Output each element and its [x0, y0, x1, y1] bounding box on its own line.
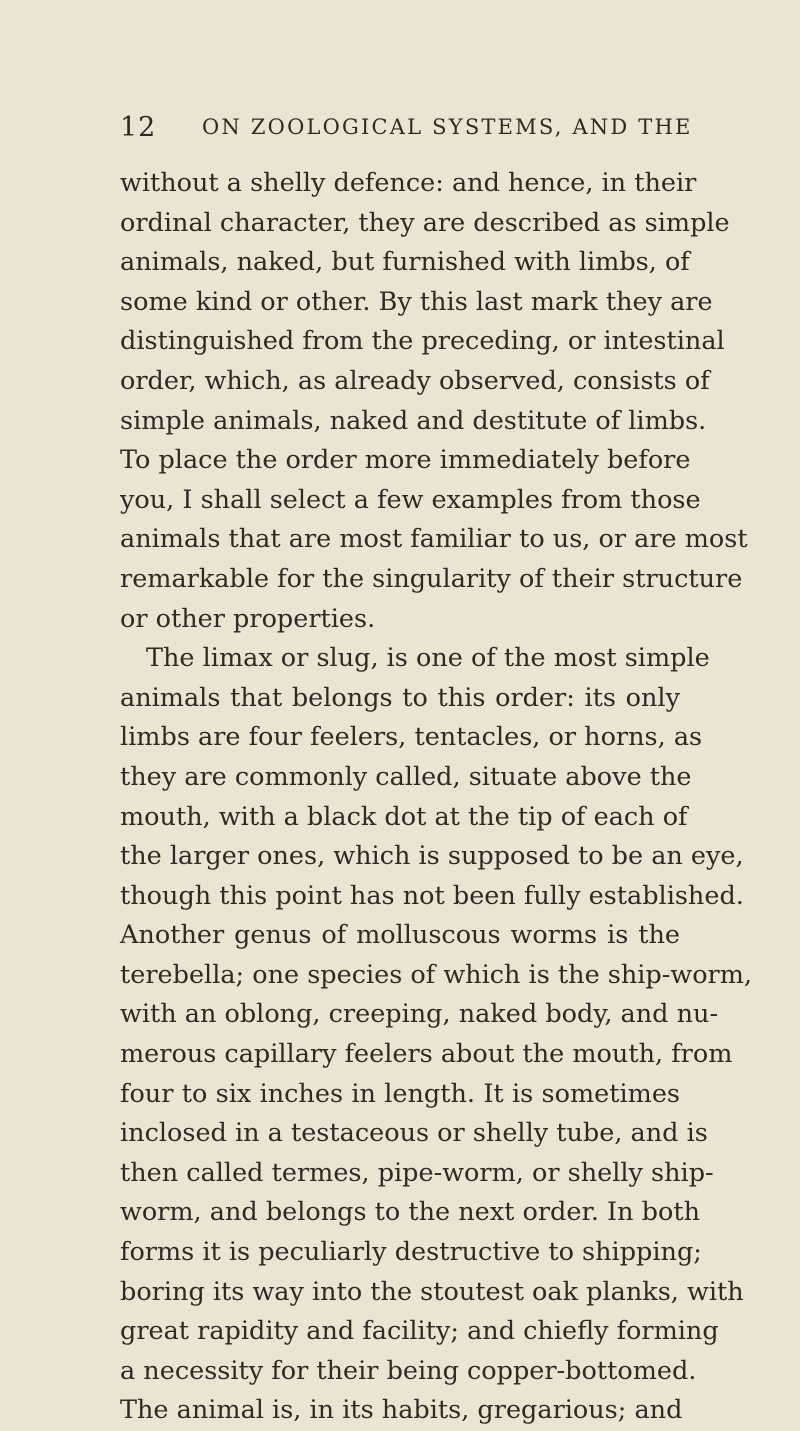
text-line: four to six inches in length. It is sometimes	[120, 1078, 680, 1109]
text-line: they are commonly called, situate above the	[120, 761, 692, 792]
text-line: Another genus of molluscous worms is the	[120, 920, 680, 951]
text-line: animals that are most familiar to us, or are most	[120, 524, 748, 555]
running-head-title: ON ZOOLOGICAL SYSTEMS, AND THE	[202, 115, 693, 139]
text-line: boring its way into the stoutest oak planks, with	[120, 1276, 744, 1307]
text-line: The limax or slug, is one of the most simple	[146, 643, 710, 674]
text-line: remarkable for the singularity of their structure	[120, 563, 743, 594]
text-line: though this point has not been fully established.	[120, 880, 744, 911]
text-line: inclosed in a testaceous or shelly tube, and is	[120, 1118, 708, 1149]
text-line: great rapidity and facility; and chiefly forming	[120, 1316, 719, 1347]
text-line: limbs are four feelers, tentacles, or horns, as	[120, 722, 703, 753]
text-line: simple animals, naked and destitute of limbs.	[120, 405, 707, 436]
text-line: The animal is, in its habits, gregarious; and	[120, 1395, 683, 1426]
body-text	[120, 164, 753, 1431]
text-line: with an oblong, creeping, naked body, and nu-	[120, 999, 719, 1030]
text-line: animals that belongs to this order: its only	[120, 682, 680, 713]
text-line: then called termes, pipe-worm, or shelly ship-	[120, 1157, 714, 1188]
text-line: the larger ones, which is supposed to be an eye,	[120, 841, 744, 872]
running-head	[120, 112, 693, 148]
text-line: distinguished from the preceding, or intestinal	[120, 326, 725, 357]
text-line: a necessity for their being copper-bottomed.	[120, 1355, 697, 1386]
text-line: some kind or other. By this last mark they are	[120, 286, 713, 317]
text-line: animals, naked, but furnished with limbs, of	[120, 247, 690, 278]
text-line: terebella; one species of which is the ship-worm,	[120, 959, 753, 990]
text-line: you, I shall select a few examples from those	[120, 484, 701, 515]
text-line: or other properties.	[120, 603, 376, 634]
text-line: merous capillary feelers about the mouth, from	[120, 1039, 733, 1070]
text-line: worm, and belongs to the next order. In both	[120, 1197, 701, 1228]
text-line: order, which, as already observed, consists of	[120, 365, 710, 396]
text-line: forms it is peculiarly destructive to shipping;	[120, 1237, 702, 1268]
text-line: ordinal character, they are described as simple	[120, 207, 730, 238]
text-line: To place the order more immediately before	[120, 445, 691, 476]
text-line: without a shelly defence: and hence, in their	[120, 168, 697, 198]
text-line: mouth, with a black dot at the tip of each of	[120, 801, 688, 832]
page-number: 12	[120, 112, 157, 143]
